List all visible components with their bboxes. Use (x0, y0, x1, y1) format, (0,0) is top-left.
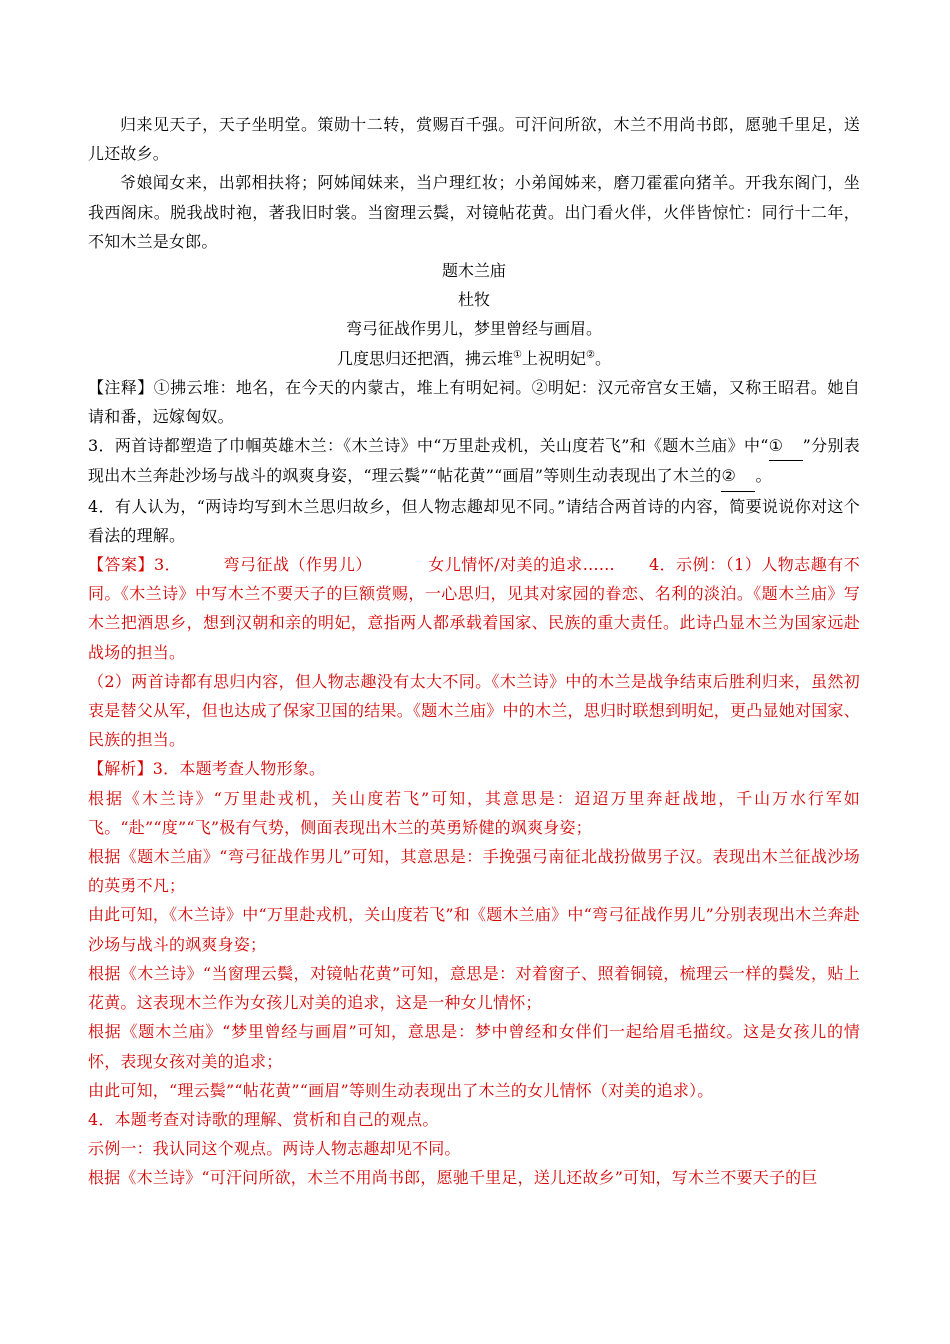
analysis-line-4: 根据《木兰诗》“当窗理云鬓，对镜帖花黄”可知，意思是：对着窗子、照着铜镜，梳理云一样的鬓发，贴上花黄。这表现木兰作为女孩儿对美的追求，这是一种女儿情怀； (88, 963, 860, 1013)
analysis-line-1: 根据《木兰诗》“万里赴戎机，关山度若飞”可知，其意思是：迢迢万里奔赶战地，千山万水行军如飞。“赴”“度”“飞”极有气势，侧面表现出木兰的英勇矫健的飒爽身姿； (88, 788, 860, 837)
analysis-line-2: 根据《题木兰庙》“弯弓征战作男儿”可知，其意思是：手挽强弓南征北战扮做男子汉。表现出木兰征战沙场的英勇不凡； (88, 847, 860, 896)
analysis-line-5: 根据《题木兰庙》“梦里曾经与画眉”可知，意思是：梦中曾经和女伴们一起给眉毛描纹。这是女孩儿的情怀，表现女孩对美的追求； (88, 1022, 860, 1071)
analysis-line-9: 根据《木兰诗》“可汗问所欲，木兰不用尚书郎，愿驰千里足，送儿还故乡”可知，写木兰不要天子的巨 (88, 1168, 818, 1188)
analysis-heading: 【解析】3．本题考查人物形象。 (88, 759, 326, 779)
poem-line-2 (88, 344, 860, 373)
poem-line-1: 弯弓征战作男儿，梦里曾经与画眉。 (345, 319, 602, 339)
question-3-text-b: ”分别表现出木兰奔赴沙场与战斗的飒爽身姿，“理云鬓”“帖花黄”“画眉”等则生动表现出了木兰的 (88, 436, 860, 486)
answer-3-part-2: 女儿情怀/对美的追求…… (427, 555, 615, 575)
answer-paragraph-2: （2）两首诗都有思归内容，但人物志趣没有太大不同。《木兰诗》中的木兰是战争结束后胜利归来，虽然初衷是替父从军，但也达成了保家卫国的结果。《题木兰庙》中的木兰，思归时联想到明妃，更凸显她对国家、民族的担当。 (88, 671, 860, 750)
answer-blank-1: ① (769, 431, 803, 461)
question-3-text-c: 。 (755, 466, 772, 486)
answer-paragraph-1 (88, 550, 860, 667)
poem-line-2-part-a: 几度思归还把酒，拂云堆 (337, 348, 514, 368)
page-content (88, 110, 860, 1193)
notes: 【注释】①拂云堆：地名，在今天的内蒙古，堆上有明妃祠。②明妃：汉元帝宫女王嫱，又称王昭君。她自请和番，远嫁匈奴。 (88, 377, 860, 427)
passage-paragraph-2: 爷娘闻女来，出郭相扶将；阿姊闻妹来，当户理红妆；小弟闻姊来，磨刀霍霍向猪羊。开我东阁门，坐我西阁床。脱我战时袍，著我旧时裳。当窗理云鬓，对镜帖花黄。出门看火伴，火伴皆惊忙：同行十二年，不知木兰是女郎。 (88, 173, 860, 251)
analysis-line-6: 由此可知，“理云鬓”“帖花黄”“画眉”等则生动表现出了木兰的女儿情怀（对美的追求）。 (88, 1080, 714, 1100)
passage-paragraph-1: 归来见天子，天子坐明堂。策勋十二转，赏赐百千强。可汗问所欲，木兰不用尚书郎，愿驰千里足，送儿还故乡。 (88, 115, 860, 164)
answer-label: 【答案】3． (88, 555, 182, 575)
question-3 (88, 431, 860, 491)
question-4: 4．有人认为，“两诗均写到木兰思归故乡，但人物志趣却见不同。”请结合两首诗的内容，简要说说你对这个看法的理解。 (88, 496, 860, 545)
poem-line-2-part-b: 上祝明妃 (521, 348, 586, 368)
answer-3-part-1: 弯弓征战（作男儿） (223, 555, 372, 575)
poem-line-2-part-c: 。 (594, 348, 611, 368)
answer-4-example-1: 4．示例：（1）人物志趣有不同。《木兰诗》中写木兰不要天子的巨额赏赐，一心思归，见其对家园的眷恋、名利的淡泊。《题木兰庙》写木兰把酒思乡，想到汉朝和亲的明妃，意指两人都承载着国家、民族的重大责任。此诗凸显木兰为国家远赴战场的担当。 (88, 555, 860, 662)
analysis-line-3: 由此可知，《木兰诗》中“万里赴戎机，关山度若飞”和《题木兰庙》中“弯弓征战作男儿”分别表现出木兰奔赴沙场与战斗的飒爽身姿； (88, 905, 860, 954)
analysis-line-8: 示例一：我认同这个观点。两诗人物志趣却见不同。 (88, 1139, 461, 1159)
footnote-marker-2: ② (586, 349, 595, 361)
answer-blank-2: ② (721, 461, 755, 491)
poem-title: 题木兰庙 (441, 261, 506, 281)
question-3-text-a: 3．两首诗都塑造了巾帼英雄木兰：《木兰诗》中“万里赴戎机，关山度若飞”和《题木兰庙》中“ (88, 436, 769, 456)
analysis-line-7: 4．本题考查对诗歌的理解、赏析和自己的观点。 (88, 1109, 439, 1129)
poem-author: 杜牧 (457, 290, 490, 310)
footnote-marker-1: ① (513, 349, 522, 361)
